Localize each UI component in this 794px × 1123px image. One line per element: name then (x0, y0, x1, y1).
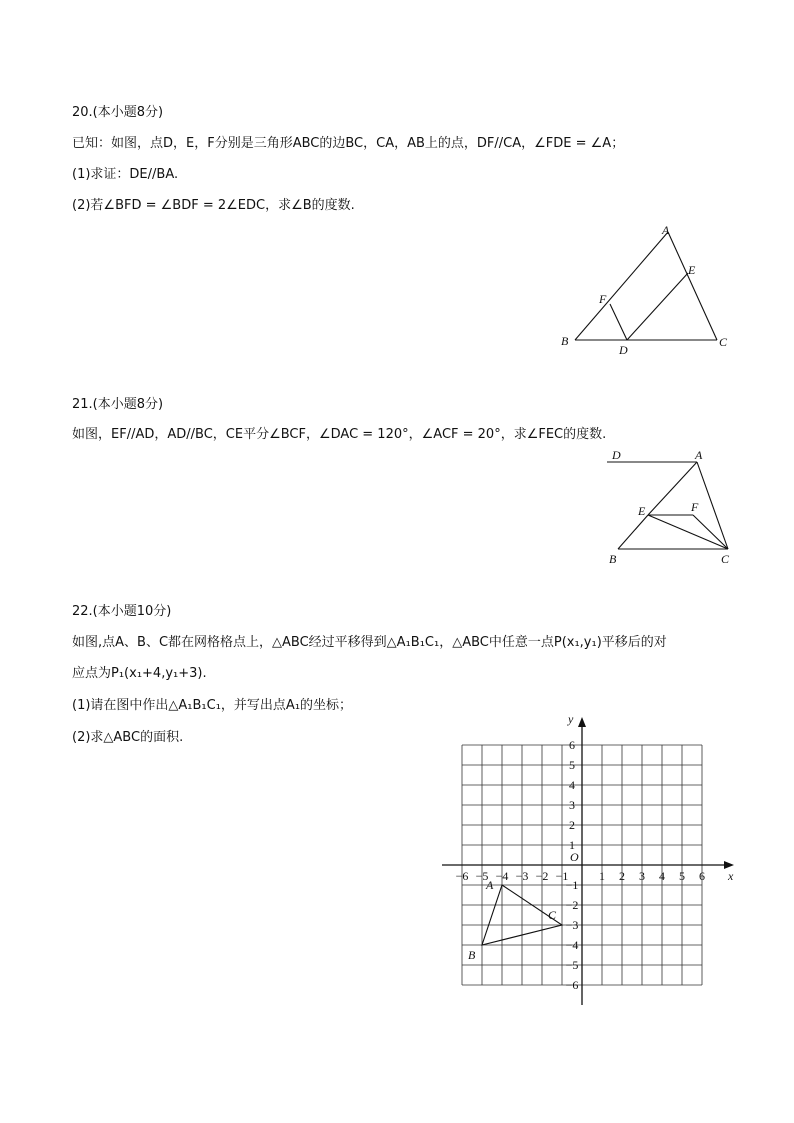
q22-part1: (1)请在图中作出△A₁B₁C₁，并写出点A₁的坐标； (72, 698, 353, 713)
y-tick-label: −3 (565, 918, 579, 932)
q21-label-c: C (721, 552, 730, 566)
x-tick-label: −5 (475, 869, 489, 883)
x-tick-label: −4 (495, 869, 509, 883)
q22-coordinate-grid (430, 712, 740, 1012)
y-tick-label: −5 (565, 958, 579, 972)
x-tick-label: 5 (679, 869, 685, 883)
y-axis-arrow (578, 717, 586, 727)
q21-label-f: F (691, 500, 699, 514)
x-axis-arrow (724, 861, 734, 869)
q21-label-b: B (609, 552, 617, 566)
q21-heading: 21.(本小题8分) (72, 397, 164, 412)
point-label-c: C (548, 908, 557, 922)
q20-stem: 已知：如图，点D，E，F分别是三角形ABC的边BC，CA，AB上的点，DF//CA，∠FDE = ∠A； (72, 136, 625, 151)
q21-figure (600, 446, 740, 571)
x-axis-label: x (728, 869, 734, 883)
x-tick-label: 4 (659, 869, 665, 883)
q20-label-b: B (561, 334, 569, 348)
q22-stem-line1: 如图,点A、B、C都在网格格点上，△ABC经过平移得到△A₁B₁C₁，△ABC中任意一点P(x₁,y₁)平移后的对 (72, 635, 667, 650)
y-tick-label: −2 (565, 898, 579, 912)
q20-part1: (1)求证：DE//BA. (72, 167, 179, 182)
y-tick-label: 6 (569, 738, 575, 752)
q20-label-f: F (599, 292, 607, 306)
q22-part2: (2)求△ABC的面积. (72, 730, 184, 745)
origin-label: O (570, 850, 579, 864)
y-tick-label: 2 (569, 818, 575, 832)
y-axis-label: y (568, 712, 574, 726)
q20-label-d: D (619, 343, 628, 357)
q20-part2: (2)若∠BFD = ∠BDF = 2∠EDC，求∠B的度数. (72, 198, 355, 213)
q21-label-e: E (638, 504, 646, 518)
x-tick-label: −2 (535, 869, 549, 883)
x-tick-label: −3 (515, 869, 529, 883)
x-tick-label: −1 (555, 869, 569, 883)
q20-label-c: C (719, 335, 728, 349)
q21-label-d: D (612, 448, 621, 462)
y-tick-label: 3 (569, 798, 575, 812)
point-label-b: B (468, 948, 476, 962)
y-tick-label: −1 (565, 878, 579, 892)
q20-label-a: A (662, 223, 670, 237)
q21-label-a: A (695, 448, 703, 462)
x-tick-label: −6 (455, 869, 469, 883)
x-tick-label: 2 (619, 869, 625, 883)
y-tick-label: 4 (569, 778, 575, 792)
q21-stem: 如图，EF//AD，AD//BC，CE平分∠BCF，∠DAC = 120°，∠ACF = 20°，求∠FEC的度数. (72, 427, 607, 442)
x-tick-label: 6 (699, 869, 705, 883)
y-tick-label: −4 (565, 938, 579, 952)
x-tick-label: 3 (639, 869, 645, 883)
y-tick-label: 5 (569, 758, 575, 772)
q22-stem-line2: 应点为P₁(x₁+4,y₁+3). (72, 666, 207, 681)
point-label-a: A (486, 878, 494, 892)
q22-heading: 22.(本小题10分) (72, 604, 172, 619)
y-tick-label: −6 (565, 978, 579, 992)
q20-label-e: E (688, 263, 696, 277)
q20-heading: 20.(本小题8分) (72, 105, 164, 120)
q20-triangle-figure (555, 220, 735, 360)
y-tick-label: 1 (569, 838, 575, 852)
x-tick-label: 1 (599, 869, 605, 883)
